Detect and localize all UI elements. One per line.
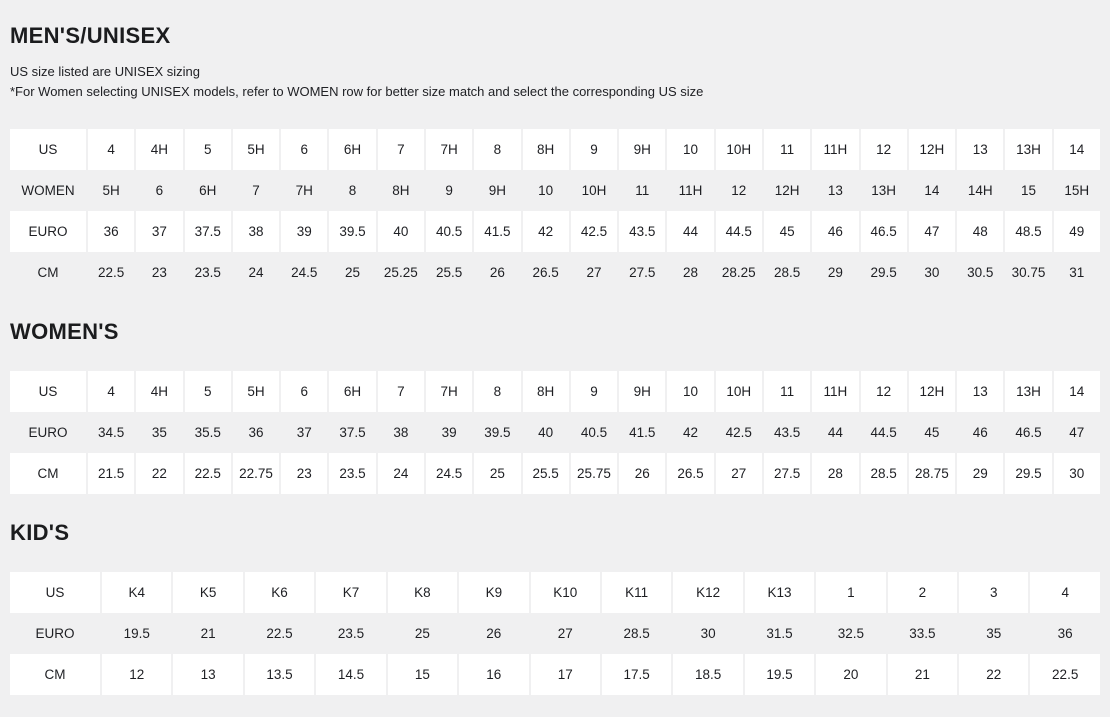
section-kids: [10, 520, 1100, 695]
size-cell: 2: [888, 572, 957, 613]
size-cell: 21: [888, 654, 957, 695]
size-cell: 41.5: [474, 211, 520, 252]
size-cell: 6: [155, 183, 164, 198]
size-cell: 15H: [1064, 183, 1090, 198]
row-label: US: [10, 129, 86, 170]
section-title-womens: WOMEN'S: [10, 319, 119, 344]
size-cell: 5H: [102, 183, 120, 198]
size-cell: 46.5: [861, 211, 907, 252]
size-cell: 44: [827, 425, 843, 440]
size-cell: 5H: [233, 129, 279, 170]
size-cell: 48.5: [1005, 211, 1051, 252]
size-cell: 8: [348, 183, 357, 198]
size-cell: 29.5: [870, 265, 897, 280]
size-cell: 33.5: [909, 626, 936, 641]
size-cell: 37: [296, 425, 312, 440]
size-cell: 24: [378, 453, 424, 494]
size-cell: 11: [764, 129, 810, 170]
size-cell: K5: [173, 572, 242, 613]
size-cell: K8: [388, 572, 457, 613]
size-cell: 30: [700, 626, 716, 641]
size-cell: 4: [88, 371, 134, 412]
size-cell: 40: [538, 425, 554, 440]
size-cell: K6: [245, 572, 314, 613]
size-cell: 7: [252, 183, 260, 198]
size-cell: 12: [861, 371, 907, 412]
size-cell: 27.5: [764, 453, 810, 494]
size-cell: 49: [1054, 211, 1100, 252]
sizing-notes: [10, 62, 1100, 102]
size-cell: 13.5: [245, 654, 314, 695]
size-cell: 13: [173, 654, 242, 695]
size-cell: 36: [248, 425, 264, 440]
size-cell: 21: [200, 626, 216, 641]
size-cell: 22: [136, 453, 182, 494]
size-cell: 12H: [909, 129, 955, 170]
size-cell: 28.5: [861, 453, 907, 494]
size-cell: 18.5: [673, 654, 742, 695]
size-cell: 14H: [967, 183, 993, 198]
size-cell: 7H: [295, 183, 313, 198]
size-cell: 40.5: [580, 425, 608, 440]
size-cell: 12: [731, 183, 747, 198]
size-cell: 25.5: [523, 453, 569, 494]
row-label: US: [10, 572, 100, 613]
size-cell: 28: [812, 453, 858, 494]
size-cell: 35: [151, 425, 167, 440]
size-cell: 16: [459, 654, 528, 695]
size-cell: 9: [571, 371, 617, 412]
size-cell: 30.5: [967, 265, 994, 280]
size-cell: 24: [248, 265, 264, 280]
size-cell: 39: [281, 211, 327, 252]
size-cell: 22.5: [266, 626, 293, 641]
size-cell: 13: [957, 129, 1003, 170]
size-cell: 15: [1020, 183, 1036, 198]
womens-size-table: [10, 371, 1100, 494]
size-cell: 14: [924, 183, 940, 198]
size-cell: 17.5: [602, 654, 671, 695]
size-cell: 30: [924, 265, 940, 280]
size-cell: 11H: [812, 129, 858, 170]
size-cell: 37.5: [185, 211, 231, 252]
section-womens: [10, 319, 1100, 494]
size-cell: 9H: [619, 129, 665, 170]
size-cell: 37: [136, 211, 182, 252]
table-row-euro: [10, 613, 1100, 654]
note-women-unisex-match: *For Women selecting UNISEX models, refer to WOMEN row for better size match and select the corresponding US size: [10, 84, 704, 99]
size-cell: 22.5: [185, 453, 231, 494]
size-cell: 19.5: [745, 654, 814, 695]
size-cell: 19.5: [123, 626, 150, 641]
size-cell: 26: [486, 626, 502, 641]
size-cell: 17: [531, 654, 600, 695]
section-mens-unisex: [10, 23, 1100, 293]
size-cell: K13: [745, 572, 814, 613]
size-cell: 5H: [233, 371, 279, 412]
size-cell: 22.5: [1030, 654, 1099, 695]
size-cell: 29.5: [1005, 453, 1051, 494]
size-cell: 12H: [909, 371, 955, 412]
size-cell: 10: [667, 129, 713, 170]
size-cell: 12: [102, 654, 171, 695]
size-cell: 6H: [199, 183, 217, 198]
size-cell: 42.5: [725, 425, 752, 440]
table-row-us: [10, 572, 1100, 613]
size-cell: 4: [88, 129, 134, 170]
size-cell: 40.5: [426, 211, 472, 252]
table-row-cm: [10, 453, 1100, 494]
row-label: CM: [10, 453, 86, 494]
size-cell: 11H: [812, 371, 858, 412]
size-cell: 3: [959, 572, 1028, 613]
size-cell: 23.5: [337, 626, 365, 641]
size-cell: 12: [861, 129, 907, 170]
size-cell: 12H: [774, 183, 800, 198]
row-label: EURO: [10, 211, 86, 252]
size-cell: 10H: [716, 371, 762, 412]
note-unisex-sizing: US size listed are UNISEX sizing: [10, 64, 201, 79]
size-cell: 24.5: [291, 265, 318, 280]
section-title-kids: KID'S: [10, 520, 70, 545]
size-cell: 10: [667, 371, 713, 412]
size-cell: 26.5: [667, 453, 713, 494]
table-row-us: [10, 129, 1100, 170]
size-cell: 6H: [329, 129, 375, 170]
size-cell: 47: [909, 211, 955, 252]
size-cell: 10H: [716, 129, 762, 170]
size-cell: 42.5: [571, 211, 617, 252]
size-cell: 5: [185, 129, 231, 170]
size-cell: 22.75: [233, 453, 279, 494]
size-cell: 45: [764, 211, 810, 252]
size-cell: 11: [764, 371, 810, 412]
size-cell: 29: [957, 453, 1003, 494]
size-cell: 24.5: [426, 453, 472, 494]
size-cell: 9H: [488, 183, 507, 198]
table-row-cm: [10, 654, 1100, 695]
size-cell: 25.5: [435, 265, 463, 280]
size-cell: 44: [667, 211, 713, 252]
size-cell: 20: [816, 654, 885, 695]
size-cell: 26: [489, 265, 505, 280]
size-cell: 14.5: [316, 654, 385, 695]
size-cell: 48: [957, 211, 1003, 252]
size-cell: 28.5: [623, 626, 650, 641]
size-cell: 4H: [136, 129, 182, 170]
row-label: CM: [10, 654, 100, 695]
size-cell: 22: [959, 654, 1028, 695]
size-cell: 13: [827, 183, 843, 198]
size-cell: 30: [1054, 453, 1100, 494]
size-cell: 25: [345, 265, 361, 280]
row-label: EURO: [35, 626, 75, 641]
size-cell: 25.25: [383, 265, 418, 280]
size-cell: 4H: [136, 371, 182, 412]
size-cell: 13H: [1005, 371, 1051, 412]
size-cell: 7: [378, 371, 424, 412]
size-cell: 46.5: [1015, 425, 1042, 440]
mens-unisex-size-table: [10, 129, 1100, 293]
size-cell: 25: [474, 453, 520, 494]
size-cell: 34.5: [98, 425, 125, 440]
size-cell: 9: [571, 129, 617, 170]
size-cell: 44.5: [716, 211, 762, 252]
size-cell: 5: [185, 371, 231, 412]
size-cell: 7H: [426, 371, 472, 412]
size-cell: 45: [924, 425, 940, 440]
size-cell: 37.5: [339, 425, 366, 440]
size-cell: 46: [972, 425, 988, 440]
size-cell: 14: [1054, 129, 1100, 170]
size-cell: 28.75: [909, 453, 955, 494]
size-cell: 28.5: [773, 265, 801, 280]
size-cell: 43.5: [619, 211, 665, 252]
size-cell: 28: [683, 265, 699, 280]
size-cell: 27: [716, 453, 762, 494]
size-cell: 30.75: [1011, 265, 1046, 280]
table-row-euro: [10, 412, 1100, 453]
section-title-mens-unisex: MEN'S/UNISEX: [10, 23, 171, 48]
size-cell: 42: [523, 211, 569, 252]
kids-size-table: [10, 572, 1100, 695]
size-cell: 47: [1069, 425, 1085, 440]
table-row-us: [10, 371, 1100, 412]
size-cell: 4: [1030, 572, 1099, 613]
size-cell: 26: [619, 453, 665, 494]
table-row-euro: [10, 211, 1100, 252]
size-cell: 13H: [1005, 129, 1051, 170]
row-label: EURO: [28, 425, 68, 440]
size-cell: K9: [459, 572, 528, 613]
size-cell: 41.5: [629, 425, 656, 440]
size-cell: 10H: [581, 183, 607, 198]
size-cell: 42: [683, 425, 699, 440]
size-cell: 6: [281, 371, 327, 412]
size-cell: 7: [378, 129, 424, 170]
table-row-women: [10, 170, 1100, 211]
size-cell: 46: [812, 211, 858, 252]
size-cell: 10: [538, 183, 554, 198]
size-cell: 6: [281, 129, 327, 170]
size-cell: 1: [816, 572, 885, 613]
size-cell: 35.5: [194, 425, 221, 440]
size-cell: 35: [986, 626, 1002, 641]
size-cell: 39.5: [329, 211, 375, 252]
size-cell: K12: [673, 572, 742, 613]
size-cell: 11: [635, 183, 650, 198]
size-cell: 43.5: [773, 425, 801, 440]
size-cell: 13: [957, 371, 1003, 412]
size-cell: 15: [388, 654, 457, 695]
size-cell: 8H: [392, 183, 410, 198]
size-cell: 44.5: [870, 425, 897, 440]
size-cell: 11H: [678, 183, 703, 198]
size-cell: 32.5: [837, 626, 865, 641]
size-cell: 21.5: [88, 453, 134, 494]
size-cell: K11: [602, 572, 671, 613]
size-cell: 8: [474, 129, 520, 170]
size-cell: K10: [531, 572, 600, 613]
row-label: CM: [37, 265, 59, 280]
size-cell: 14: [1054, 371, 1100, 412]
size-cell: 23.5: [194, 265, 221, 280]
row-label: WOMEN: [21, 183, 75, 198]
size-cell: 8H: [523, 371, 569, 412]
size-cell: 31.5: [766, 626, 793, 641]
size-cell: K4: [102, 572, 171, 613]
size-cell: 23.5: [329, 453, 375, 494]
size-cell: 25.75: [571, 453, 617, 494]
size-cell: 29: [827, 265, 843, 280]
size-cell: 28.25: [721, 265, 756, 280]
size-cell: 38: [393, 425, 409, 440]
size-cell: 9H: [619, 371, 665, 412]
size-cell: 38: [233, 211, 279, 252]
size-cell: 26.5: [532, 265, 559, 280]
size-cell: 27: [586, 265, 602, 280]
size-cell: 36: [1057, 626, 1073, 641]
size-cell: 27.5: [629, 265, 656, 280]
size-cell: 13H: [871, 183, 897, 198]
size-cell: K7: [316, 572, 385, 613]
size-cell: 25: [414, 626, 430, 641]
size-cell: 6H: [329, 371, 375, 412]
size-cell: 22.5: [98, 265, 125, 280]
size-cell: 23: [281, 453, 327, 494]
size-cell: 39: [441, 425, 457, 440]
size-cell: 9: [445, 183, 453, 198]
size-cell: 31: [1069, 265, 1085, 280]
size-cell: 27: [557, 626, 573, 641]
row-label: US: [10, 371, 86, 412]
size-cell: 8H: [523, 129, 569, 170]
table-row-cm: [10, 252, 1100, 293]
size-cell: 23: [151, 265, 167, 280]
size-cell: 39.5: [484, 425, 511, 440]
size-cell: 36: [88, 211, 134, 252]
size-cell: 40: [378, 211, 424, 252]
size-cell: 8: [474, 371, 520, 412]
size-cell: 7H: [426, 129, 472, 170]
